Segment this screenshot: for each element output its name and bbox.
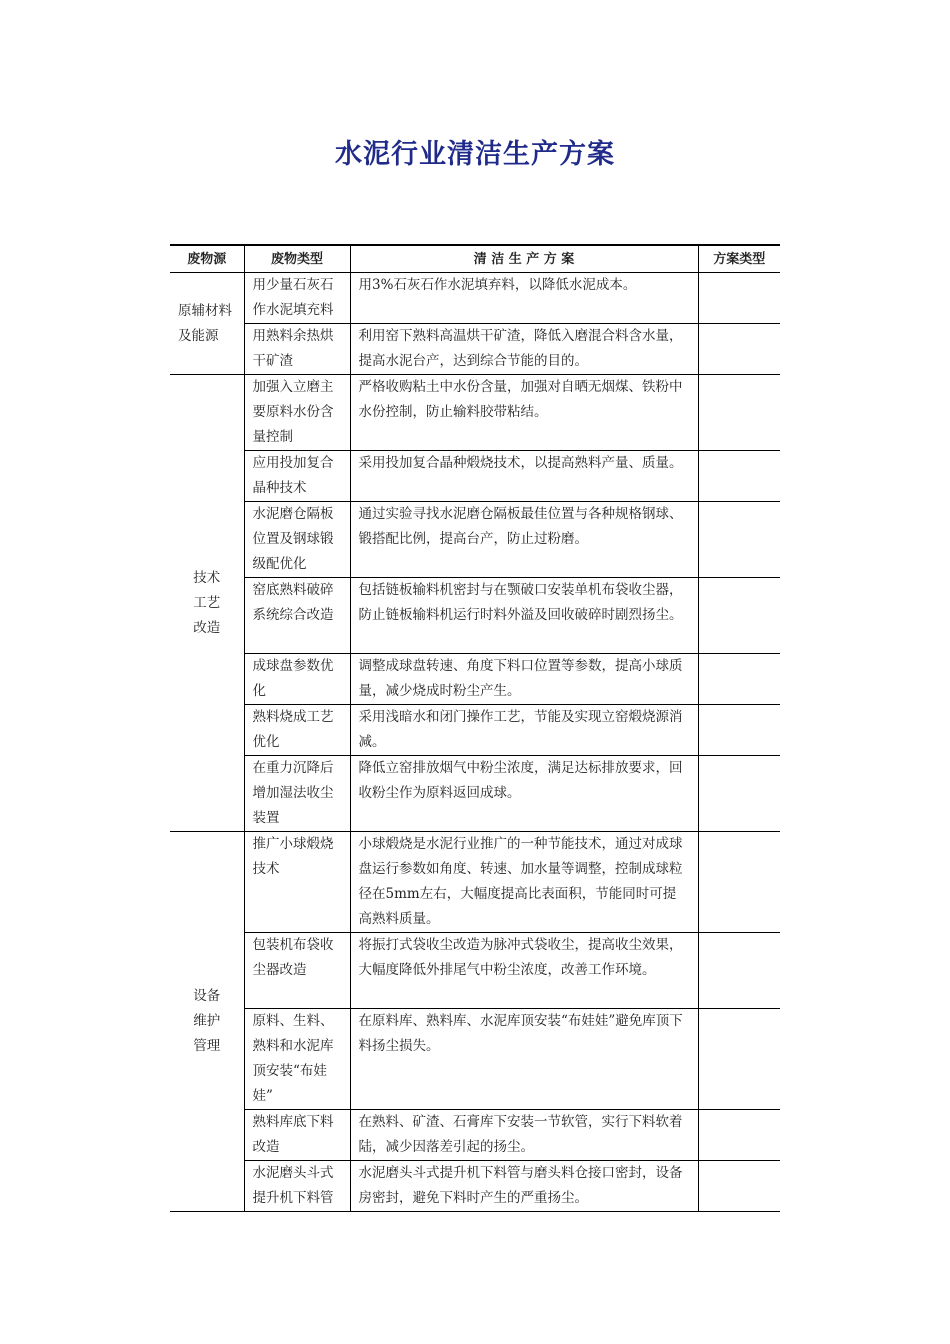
waste-type-cell: 熟料烧成工艺优化 [244, 705, 350, 756]
plan-type-cell [698, 933, 780, 1009]
waste-type-cell: 成球盘参数优化 [244, 654, 350, 705]
waste-type-cell: 包装机布袋收尘器改造 [244, 933, 350, 1009]
waste-type-cell: 水泥磨仓隔板位置及钢球锻级配优化 [244, 502, 350, 578]
plan-type-cell [698, 832, 780, 933]
header-waste-source: 废物源 [170, 245, 244, 273]
table-row [170, 1161, 780, 1212]
plan-cell: 降低立窑排放烟气中粉尘浓度，满足达标排放要求，回收粉尘作为原料返回成球。 [350, 756, 698, 832]
waste-type-cell: 在重力沉降后增加湿法收尘装置 [244, 756, 350, 832]
table-row [170, 502, 780, 578]
waste-type-cell: 用熟料余热烘干矿渣 [244, 324, 350, 375]
table-header-row [170, 245, 780, 273]
plan-type-cell [698, 502, 780, 578]
table-row [170, 756, 780, 832]
plan-cell: 采用浅暗水和闭门操作工艺，节能及实现立窑煅烧源消减。 [350, 705, 698, 756]
plan-cell: 采用投加复合晶种煅烧技术，以提高熟料产量、质量。 [350, 451, 698, 502]
plan-cell: 小球煅烧是水泥行业推广的一种节能技术，通过对成球盘运行参数如角度、转速、加水量等调整，控制成球粒径在5mm左右，大幅度提高比表面积，节能同时可提高熟料质量。 [350, 832, 698, 933]
plan-type-cell [698, 375, 780, 451]
waste-type-cell: 原料、生料、熟料和水泥库顶安装“布娃娃” [244, 1009, 350, 1110]
clean-production-table [170, 244, 780, 1212]
plan-cell: 调整成球盘转速、角度下料口位置等参数，提高小球质量，减少烧成时粉尘产生。 [350, 654, 698, 705]
plan-type-cell [698, 1110, 780, 1161]
header-waste-type: 废物类型 [244, 245, 350, 273]
plan-type-cell [698, 705, 780, 756]
plan-type-cell [698, 324, 780, 375]
waste-type-cell: 加强入立磨主要原料水份含量控制 [244, 375, 350, 451]
plan-cell: 利用窑下熟料高温烘干矿渣，降低入磨混合料含水量，提高水泥台产，达到综合节能的目的。 [350, 324, 698, 375]
table-row [170, 451, 780, 502]
waste-source-cell: 原辅材料及能源 [170, 273, 244, 375]
table-row [170, 1009, 780, 1110]
plan-type-cell [698, 451, 780, 502]
table-row [170, 578, 780, 654]
plan-cell: 在熟料、矿渣、石膏库下安装一节软管，实行下料软着陆，减少因落差引起的扬尘。 [350, 1110, 698, 1161]
plan-type-cell [698, 1161, 780, 1212]
table-row [170, 375, 780, 451]
table-row [170, 705, 780, 756]
waste-type-cell: 熟料库底下料改造 [244, 1110, 350, 1161]
waste-source-cell: 设备维护管理 [170, 832, 244, 1212]
table-row [170, 324, 780, 375]
waste-source-cell: 技术工艺改造 [170, 375, 244, 832]
table-row [170, 933, 780, 1009]
plan-cell: 通过实验寻找水泥磨仓隔板最佳位置与各种规格钢球、锻搭配比例，提高台产，防止过粉磨。 [350, 502, 698, 578]
plan-type-cell [698, 756, 780, 832]
waste-type-cell: 水泥磨头斗式提升机下料管 [244, 1161, 350, 1212]
plan-cell: 水泥磨头斗式提升机下料管与磨头料仓接口密封，设备房密封，避免下料时产生的严重扬尘。 [350, 1161, 698, 1212]
table-row [170, 1110, 780, 1161]
plan-cell: 将振打式袋收尘改造为脉冲式袋收尘，提高收尘效果，大幅度降低外排尾气中粉尘浓度，改善工作环境。 [350, 933, 698, 1009]
plan-cell: 包括链板输料机密封与在颚破口安装单机布袋收尘器，防止链板输料机运行时料外溢及回收破碎时剧烈扬尘。 [350, 578, 698, 654]
plan-cell: 严格收购粘土中水份含量，加强对自晒无烟煤、铁粉中水份控制，防止输料胶带粘结。 [350, 375, 698, 451]
plan-cell: 用3%石灰石作水泥填弃料，以降低水泥成本。 [350, 273, 698, 324]
header-plan: 清 洁 生 产 方 案 [350, 245, 698, 273]
page-title: 水泥行业清洁生产方案 [335, 139, 615, 170]
header-plan-type: 方案类型 [698, 245, 780, 273]
plan-cell: 在原料库、熟料库、水泥库顶安装“布娃娃”避免库顶下料扬尘损失。 [350, 1009, 698, 1110]
plan-type-cell [698, 578, 780, 654]
plan-type-cell [698, 273, 780, 324]
plan-type-cell [698, 654, 780, 705]
plan-type-cell [698, 1009, 780, 1110]
waste-type-cell: 应用投加复合晶种技术 [244, 451, 350, 502]
table-row [170, 654, 780, 705]
waste-type-cell: 用少量石灰石作水泥填充料 [244, 273, 350, 324]
waste-type-cell: 窑底熟料破碎系统综合改造 [244, 578, 350, 654]
waste-type-cell: 推广小球煅烧技术 [244, 832, 350, 933]
table-row [170, 273, 780, 324]
table-row [170, 832, 780, 933]
